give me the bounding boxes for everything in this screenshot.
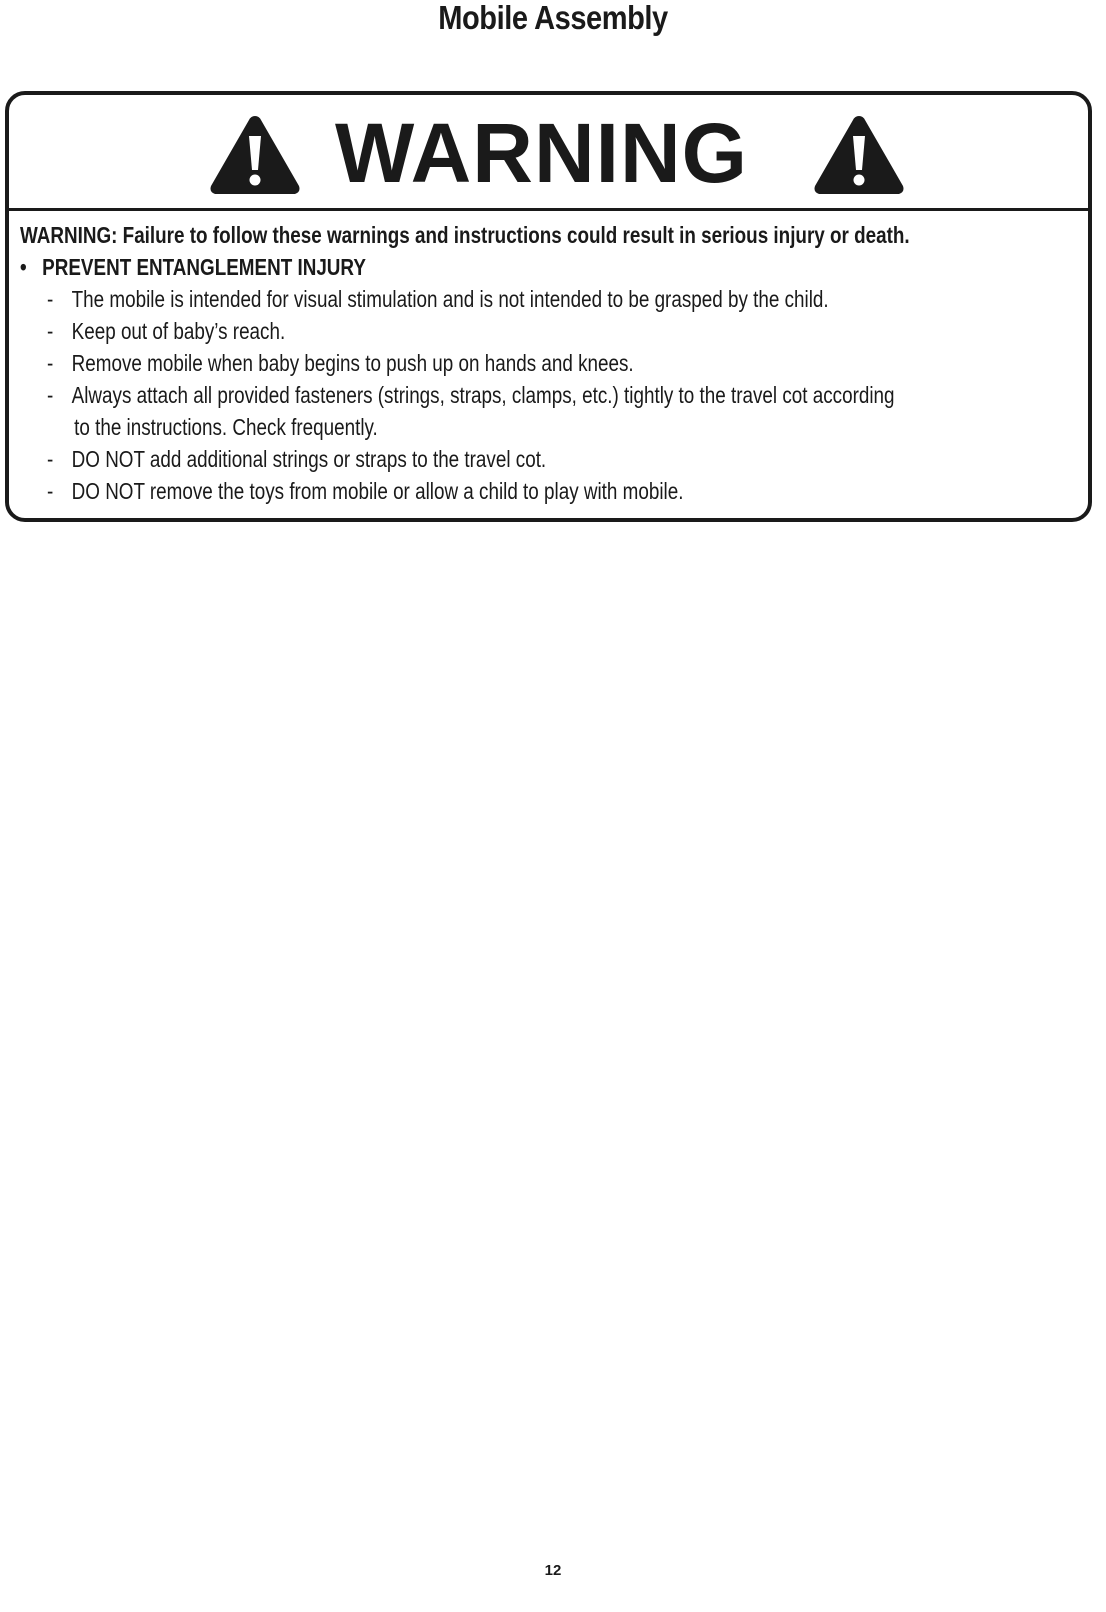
list-item-text: Keep out of baby’s reach. bbox=[71, 318, 286, 344]
list-item-text: DO NOT remove the toys from mobile or allow a child to play with mobile. bbox=[71, 478, 684, 504]
bullet-heading-text: PREVENT ENTANGLEMENT INJURY bbox=[42, 254, 366, 280]
warning-box bbox=[5, 91, 1092, 522]
list-item: - Keep out of baby’s reach. bbox=[47, 318, 286, 344]
list-item-text: Remove mobile when baby begins to push up on hands and knees. bbox=[71, 350, 634, 376]
list-item-text: Always attach all provided fasteners (strings, straps, clamps, etc.) tightly to the travel cot according bbox=[71, 382, 895, 408]
warning-triangle-icon bbox=[207, 112, 303, 198]
list-item: - The mobile is intended for visual stimulation and is not intended to be grasped by the child. bbox=[47, 286, 829, 312]
page-title: Mobile Assembly bbox=[438, 0, 668, 36]
warning-body bbox=[20, 219, 1100, 507]
warning-intro: WARNING: Failure to follow these warnings and instructions could result in serious injury or death. bbox=[20, 222, 910, 248]
list-item-continuation: to the instructions. Check frequently. bbox=[74, 414, 378, 440]
warning-triangle-icon bbox=[811, 112, 907, 198]
warning-header bbox=[9, 95, 1088, 211]
page-number: 12 bbox=[544, 1562, 562, 1579]
bullet-icon: • bbox=[20, 254, 27, 280]
list-item-text: The mobile is intended for visual stimulation and is not intended to be grasped by the child. bbox=[71, 286, 829, 312]
list-item: - DO NOT remove the toys from mobile or allow a child to play with mobile. bbox=[47, 478, 684, 504]
list-item: - DO NOT add additional strings or straps to the travel cot. bbox=[47, 446, 547, 472]
list-item: - Remove mobile when baby begins to push up on hands and knees. bbox=[47, 350, 634, 376]
list-item: - Always attach all provided fasteners (strings, straps, clamps, etc.) tightly to the travel cot according bbox=[47, 382, 895, 408]
bullet-heading bbox=[20, 251, 906, 283]
warning-heading: WARNING bbox=[335, 106, 748, 200]
list-item-text: DO NOT add additional strings or straps to the travel cot. bbox=[71, 446, 547, 472]
